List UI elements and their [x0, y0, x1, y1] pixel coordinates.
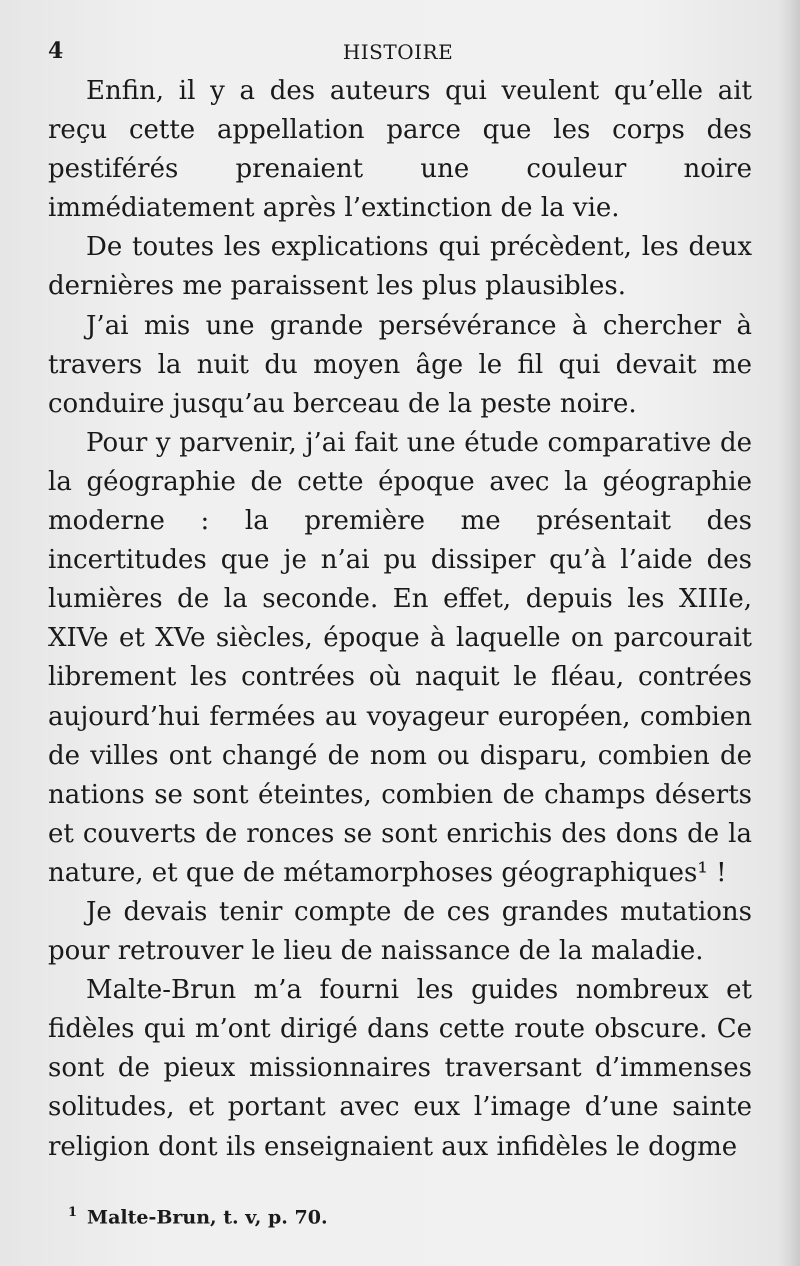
paragraph-1: Enfin, il y a des auteurs qui veulent qu’elle ait reçu cette appellation parce que les corps des pestiférés prenaient une couleur noire immédiatement après l’extinction de la vie. [48, 76, 752, 224]
paragraph-3: J’ai mis une grande persévérance à chercher à travers la nuit du moyen âge le fil qui devait me conduire jusqu’au berceau de la peste noire. [48, 310, 752, 419]
footnote-text: Malte-Brun, t. v, p. 70. [87, 1206, 328, 1229]
page-number: 4 [48, 38, 64, 64]
paragraph-6: Malte-Brun m’a fourni les guides nombreux et fidèles qui m’ont dirigé dans cette route obscure. Ce sont de pieux missionnaires traversant d’immenses solitudes, et portant avec eux l’image d’une sainte religion dont ils enseignaient aux infidèles le dogme [48, 975, 752, 1162]
running-head: HISTOIRE [342, 40, 454, 64]
footnote [68, 1200, 728, 1230]
page-header [48, 38, 748, 66]
page-edge-shadow [778, 0, 800, 1266]
paragraph-5: Je devais tenir compte de ces grandes mutations pour retrouver le lieu de naissance de la maladie. [48, 896, 752, 967]
body-text [48, 72, 752, 1167]
paragraph-4: Pour y parvenir, j’ai fait une étude comparative de la géographie de cette époque avec la géographie moderne : la première me présentait des incertitudes que je n’ai pu dissiper qu’à l’aide des lumières de la seconde. En effet, depuis les XIIIe, XIVe et XVe siècles, époque à laquelle on parcourait librement les contrées où naquit le fléau, contrées aujourd’hui fermées au voyageur européen, combien de villes ont changé de nom ou disparu, combien de nations se sont éteintes, combien de champs déserts et couverts de ronces se sont enrichis des dons de la nature, et que de métamorphoses géographiques¹ ! [48, 427, 752, 888]
footnote-marker: 1 [68, 1205, 78, 1220]
paragraph-2: De toutes les explications qui précèdent, les deux dernières me paraissent les plus plausibles. [48, 232, 752, 302]
